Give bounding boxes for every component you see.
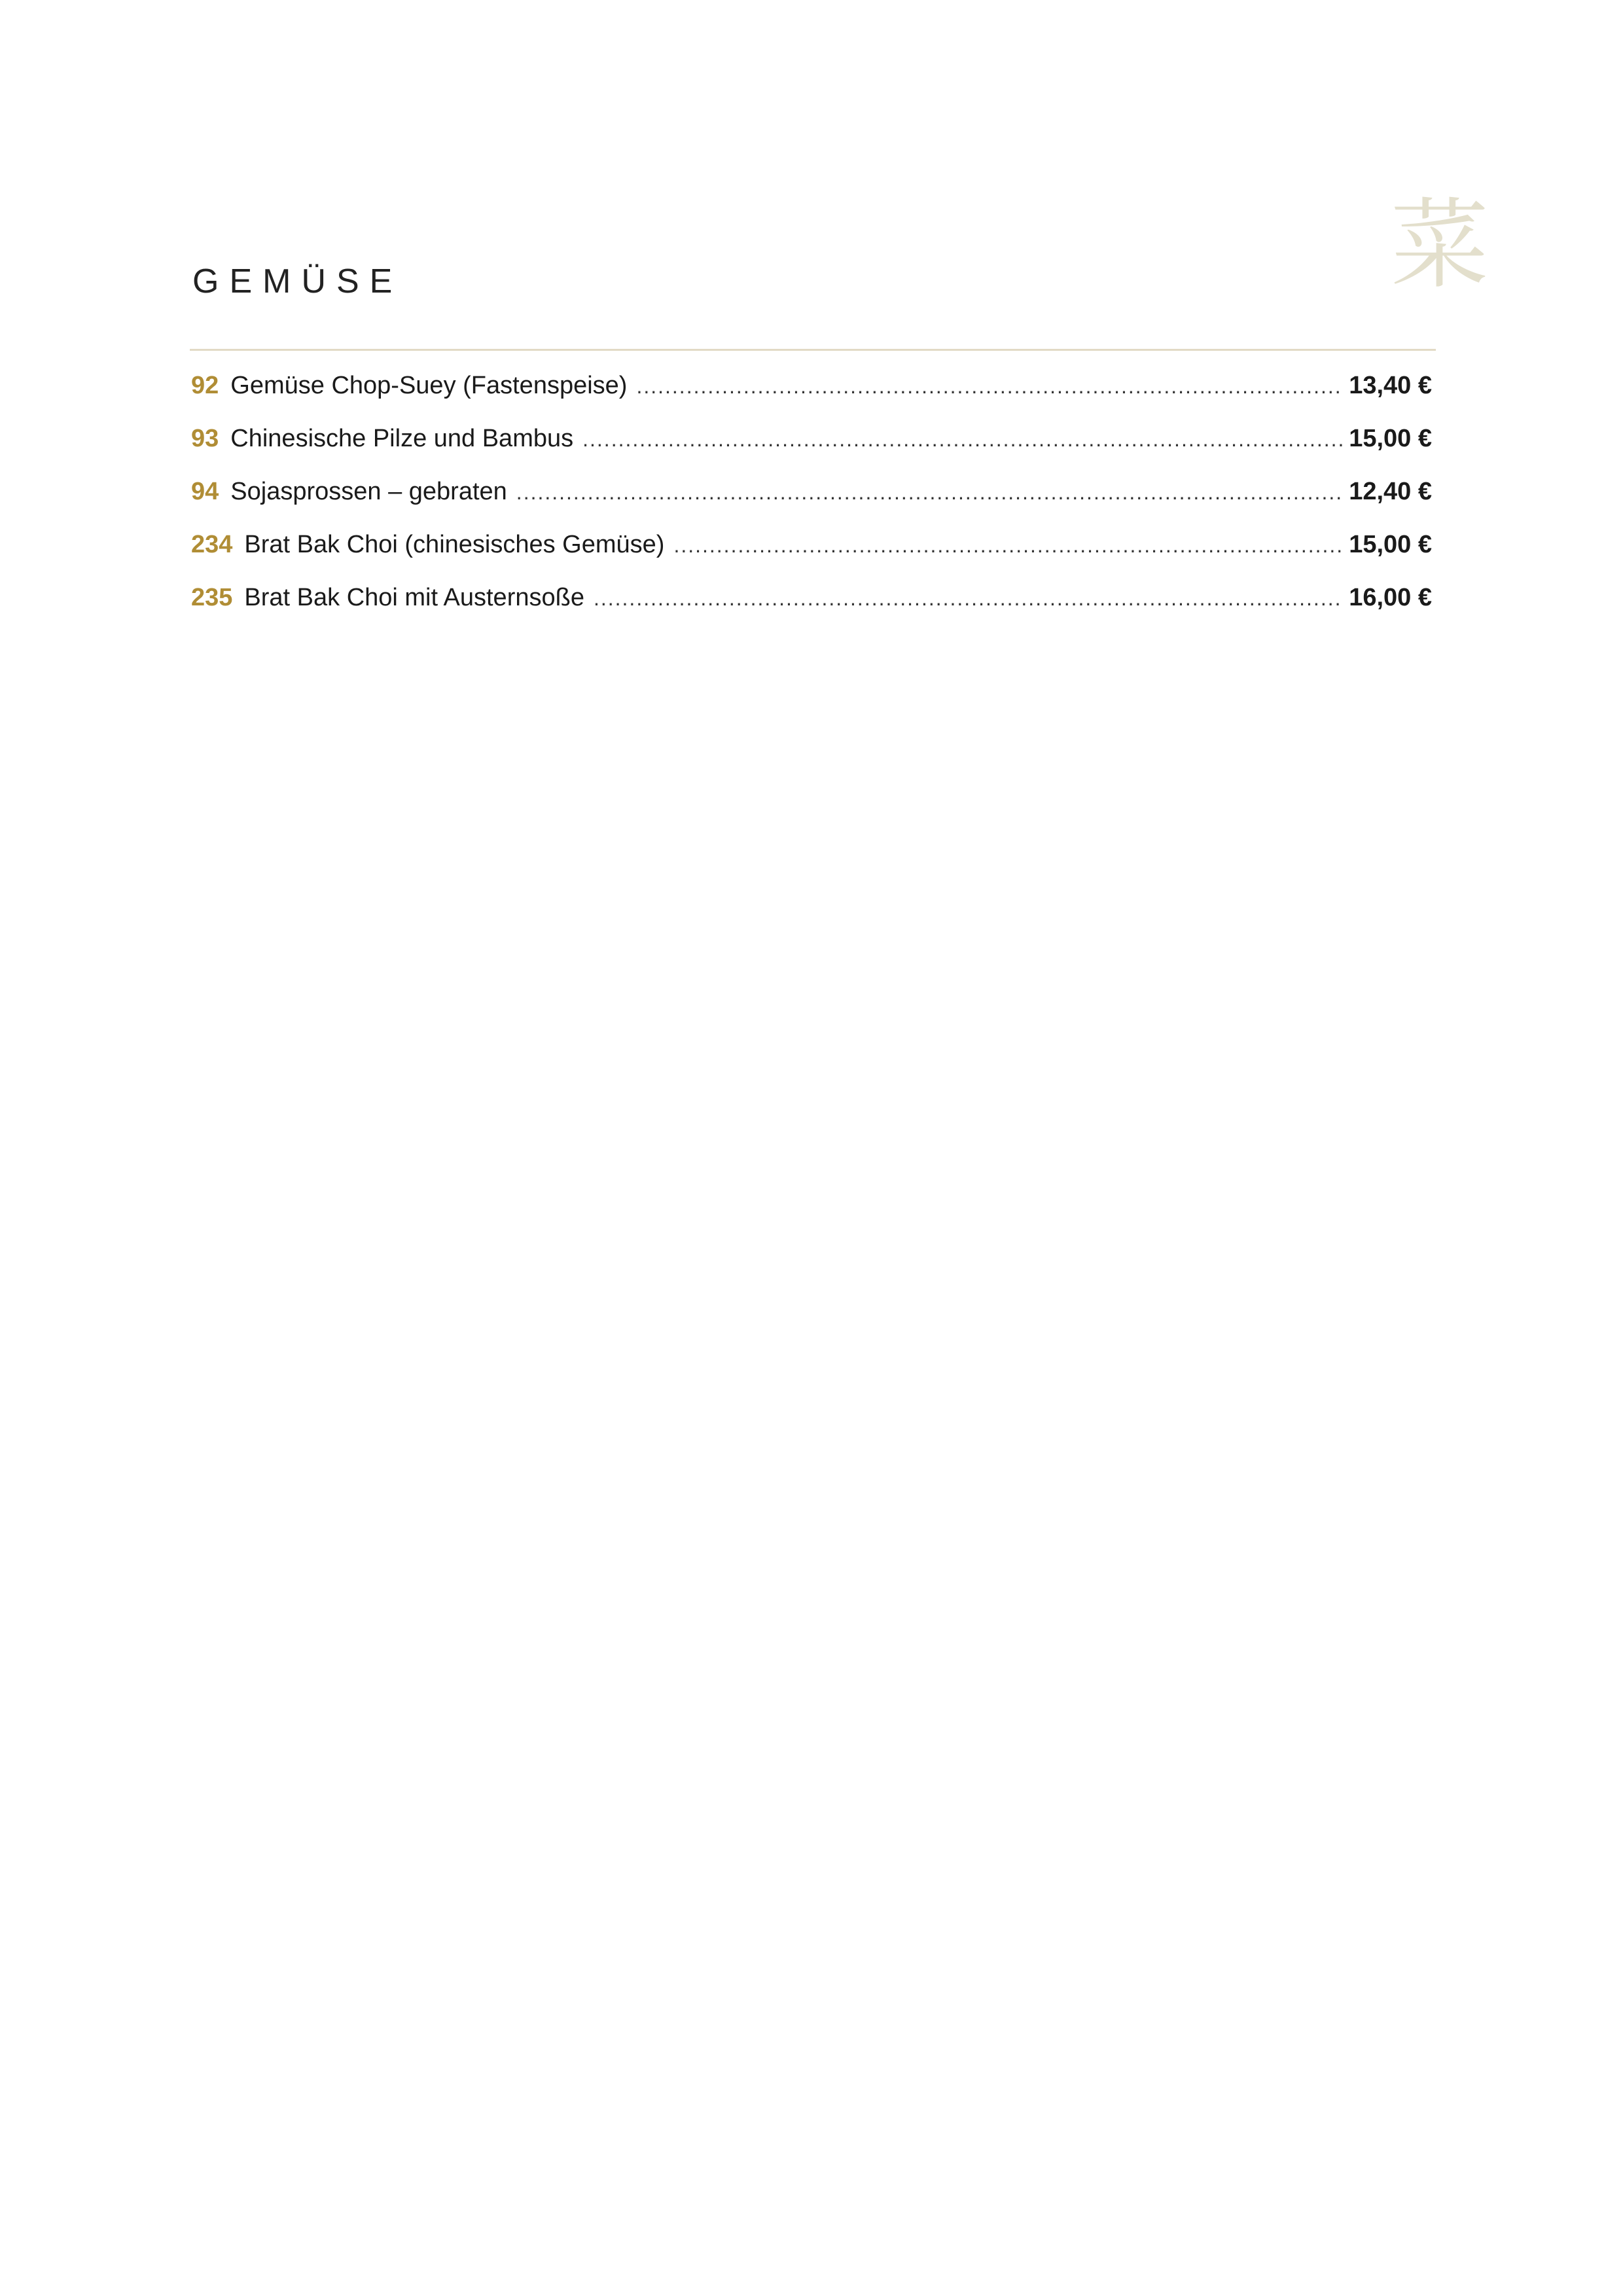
menu-item-name: Brat Bak Choi (chinesisches Gemüse) [244,531,665,558]
menu-item-number: 234 [191,531,233,558]
menu-item-price: 16,00 € [1349,584,1432,611]
dot-leader [516,480,1344,505]
menu-item [191,584,1432,637]
menu-item-price: 15,00 € [1349,531,1432,558]
dot-leader [673,533,1344,558]
menu-item [191,425,1432,478]
dot-leader [594,586,1344,611]
menu-item [191,531,1432,584]
dot-leader [582,427,1344,452]
menu-item-price: 13,40 € [1349,372,1432,399]
menu-item-name: Brat Bak Choi mit Austernsoße [244,584,584,611]
menu-item-number: 94 [191,478,219,505]
decorative-glyph: 菜 [1391,188,1489,302]
menu-item-price: 15,00 € [1349,425,1432,452]
section-title: GEMÜSE [192,262,403,300]
menu-item-number: 93 [191,425,219,452]
menu-item-name: Gemüse Chop-Suey (Fastenspeise) [230,372,628,399]
section-header [191,255,1435,347]
menu-item-number: 235 [191,584,233,611]
menu-item-name: Chinesische Pilze und Bambus [230,425,574,452]
menu-item-name: Sojasprossen – gebraten [230,478,507,505]
menu-item-price: 12,40 € [1349,478,1432,505]
menu-item [191,372,1432,425]
dot-leader [636,374,1344,399]
header-divider [190,349,1436,351]
menu-item [191,478,1432,531]
menu-item-number: 92 [191,372,219,399]
menu-list [191,372,1432,637]
